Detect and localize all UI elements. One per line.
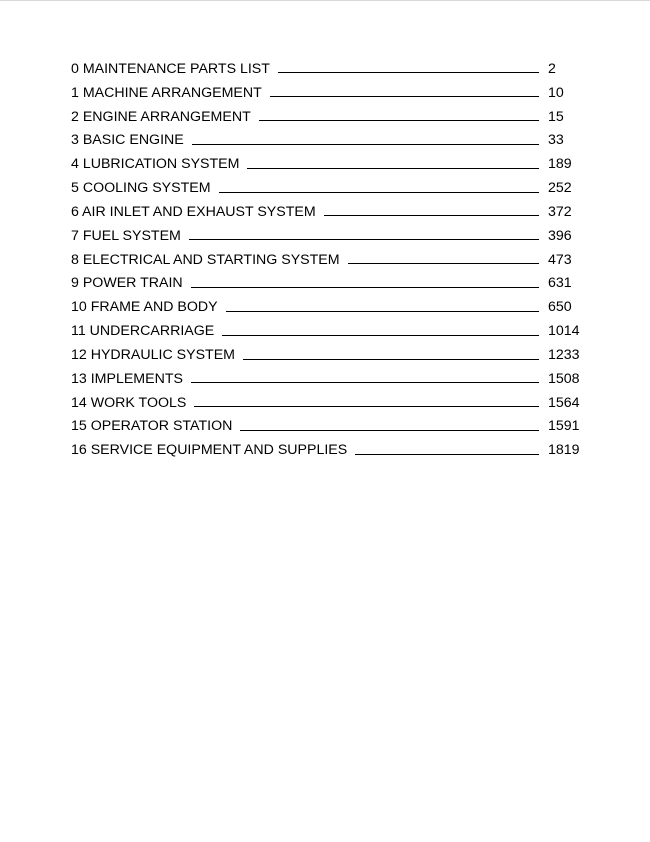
toc-entry[interactable]: [71, 319, 581, 343]
toc-entry[interactable]: [71, 295, 581, 319]
toc-entry-title: 4 LUBRICATION SYSTEM: [71, 156, 240, 173]
toc-leader-line: [219, 192, 539, 193]
toc-entry-page: 1819: [548, 442, 580, 459]
toc-entry[interactable]: [71, 439, 581, 463]
toc-entry-page: 2: [548, 60, 556, 77]
toc-entry[interactable]: [71, 105, 581, 129]
toc-entry-page: 189: [548, 156, 572, 173]
toc-entry[interactable]: [71, 367, 581, 391]
toc-leader-line: [194, 406, 539, 407]
toc-entry-page: 33: [548, 132, 564, 149]
toc-entry-page: 10: [548, 84, 564, 101]
toc-entry-title: 16 SERVICE EQUIPMENT AND SUPPLIES: [71, 442, 348, 459]
toc-entry[interactable]: [71, 57, 581, 81]
toc-entry[interactable]: [71, 224, 581, 248]
toc-entry-page: 372: [548, 203, 572, 220]
toc-entry-page: 1508: [548, 370, 580, 387]
toc-entry-page: 15: [548, 108, 564, 125]
toc-entry-title: 6 AIR INLET AND EXHAUST SYSTEM: [71, 203, 316, 220]
toc-leader-line: [191, 287, 539, 288]
toc-entry[interactable]: [71, 176, 581, 200]
page-top-border: [0, 0, 650, 1]
toc-leader-line: [240, 430, 539, 431]
toc-entry-page: 1564: [548, 394, 580, 411]
toc-entry-page: 1233: [548, 346, 580, 363]
toc-entry[interactable]: [71, 415, 581, 439]
toc-leader-line: [243, 359, 539, 360]
toc-leader-line: [348, 263, 539, 264]
toc-entry-title: 2 ENGINE ARRANGEMENT: [71, 108, 251, 125]
toc-entry[interactable]: [71, 391, 581, 415]
toc-entry-title: 9 POWER TRAIN: [71, 275, 183, 292]
toc-leader-line: [189, 239, 539, 240]
toc-entry[interactable]: [71, 81, 581, 105]
toc-entry[interactable]: [71, 272, 581, 296]
toc-leader-line: [270, 96, 539, 97]
toc-leader-line: [192, 144, 539, 145]
toc-entry-page: 396: [548, 227, 572, 244]
toc-entry-title: 15 OPERATOR STATION: [71, 418, 233, 435]
toc-entry-title: 12 HYDRAULIC SYSTEM: [71, 346, 235, 363]
toc-leader-line: [355, 454, 539, 455]
toc-entry[interactable]: [71, 200, 581, 224]
toc-entry-title: 3 BASIC ENGINE: [71, 132, 184, 149]
toc-leader-line: [222, 335, 539, 336]
toc-entry[interactable]: [71, 343, 581, 367]
toc-entry-page: 252: [548, 180, 572, 197]
table-of-contents: [71, 57, 581, 462]
toc-entry-title: 14 WORK TOOLS: [71, 394, 187, 411]
toc-entry-page: 650: [548, 299, 572, 316]
toc-leader-line: [226, 311, 539, 312]
toc-entry-title: 11 UNDERCARRIAGE: [71, 323, 215, 340]
toc-entry-title: 1 MACHINE ARRANGEMENT: [71, 84, 262, 101]
toc-entry-title: 8 ELECTRICAL AND STARTING SYSTEM: [71, 251, 340, 268]
toc-entry[interactable]: [71, 248, 581, 272]
toc-entry-page: 1014: [548, 323, 580, 340]
toc-entry[interactable]: [71, 129, 581, 153]
toc-leader-line: [191, 382, 539, 383]
toc-leader-line: [278, 72, 539, 73]
toc-leader-line: [324, 215, 539, 216]
toc-leader-line: [259, 120, 539, 121]
toc-entry-title: 5 COOLING SYSTEM: [71, 180, 211, 197]
toc-entry-title: 13 IMPLEMENTS: [71, 370, 183, 387]
toc-entry-page: 631: [548, 275, 572, 292]
toc-entry-title: 0 MAINTENANCE PARTS LIST: [71, 60, 270, 77]
toc-entry[interactable]: [71, 152, 581, 176]
toc-entry-title: 7 FUEL SYSTEM: [71, 227, 181, 244]
toc-entry-page: 473: [548, 251, 572, 268]
toc-entry-page: 1591: [548, 418, 580, 435]
toc-leader-line: [247, 168, 539, 169]
toc-entry-title: 10 FRAME AND BODY: [71, 299, 218, 316]
